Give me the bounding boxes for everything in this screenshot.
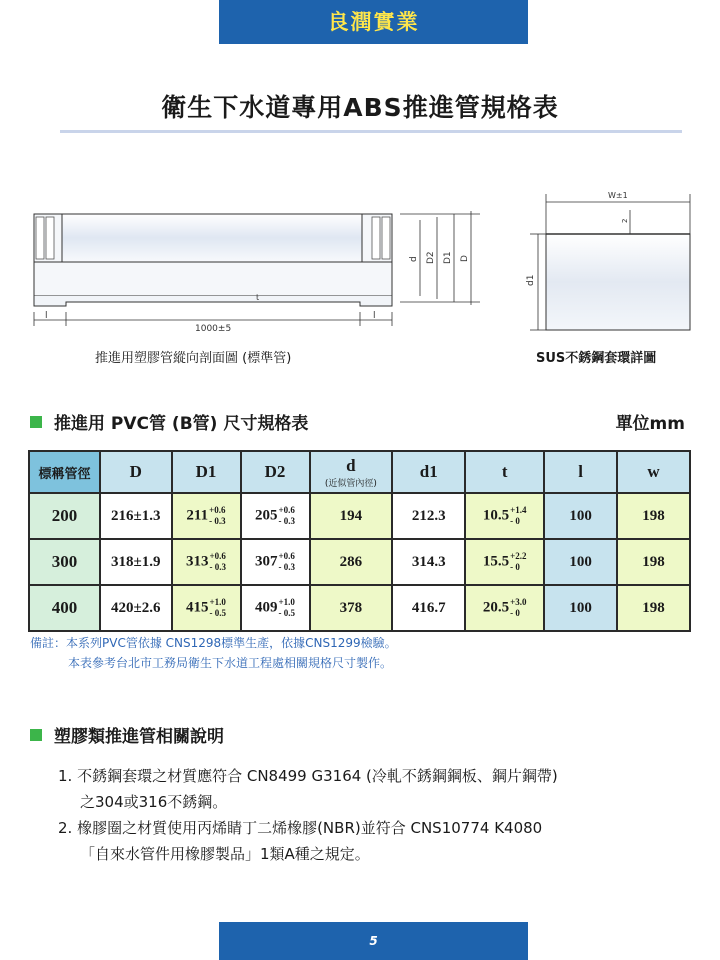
col-header-w: w — [617, 451, 690, 493]
list-item-line: 2. 橡膠圈之材質使用丙烯睛丁二烯橡膠(NBR)並符合 CNS10774 K4080 — [58, 819, 543, 837]
dim-D2: D2 — [426, 251, 436, 264]
cell-d: 194 — [310, 493, 393, 539]
cell-t: 20.5+3.0 - 0 — [465, 585, 544, 631]
dim-d: d — [409, 256, 419, 262]
cell-D2: 205+0.6 - 0.3 — [241, 493, 310, 539]
cell-D2: 307+0.6 - 0.3 — [241, 539, 310, 585]
green-bullet-icon — [30, 729, 42, 741]
col-header-d1: d1 — [392, 451, 465, 493]
t-label: t — [256, 293, 260, 302]
cell-D1: 211+0.6 - 0.3 — [172, 493, 241, 539]
list-item-line: 之304或316不銹鋼。 — [80, 793, 228, 811]
note-line-1: 備註：本系列PVC管依據 CNS1298標準生產，依據CNS1299檢驗。 — [30, 636, 397, 650]
page-number: 5 — [219, 922, 528, 960]
cell-l: 100 — [544, 585, 617, 631]
col-header-d-sub: (近似管內徑) — [324, 478, 377, 489]
spec-table — [28, 450, 691, 632]
green-bullet-icon — [30, 416, 42, 428]
cell-t: 15.5+2.2 - 0 — [465, 539, 544, 585]
section-heading-spec — [30, 409, 308, 434]
cell-d1: 416.7 — [392, 585, 465, 631]
section-heading-spec-text: 推進用 PVC管 (B管) 尺寸規格表 — [54, 414, 309, 434]
table-header-row — [29, 451, 690, 493]
cell-d: 286 — [310, 539, 393, 585]
right-diagram-caption: SUS不銹鋼套環詳圖 — [536, 351, 657, 366]
list-item-line: 1. 不銹鋼套環之材質應符合 CN8499 G3164 (冷軋不銹鋼鋼板、鋼片鋼帶) — [58, 767, 558, 785]
l-label-right: l — [373, 311, 376, 321]
cell-D: 318±1.9 — [100, 539, 172, 585]
col-header-D1: D1 — [172, 451, 241, 493]
cell-w: 198 — [617, 539, 690, 585]
table-notes — [30, 633, 397, 673]
table-row — [29, 493, 690, 539]
cell-D: 216±1.3 — [100, 493, 172, 539]
cell-D2: 409+1.0 - 0.5 — [241, 585, 310, 631]
page-title: 衛生下水道專用ABS推進管規格表 — [161, 93, 559, 122]
section-heading-desc — [30, 722, 224, 747]
col-header-l: l — [544, 451, 617, 493]
cell-D1: 415+1.0 - 0.5 — [172, 585, 241, 631]
pipe-section-drawing — [34, 211, 480, 334]
col-header-d — [310, 451, 393, 493]
col-header-size: 標稱管徑 — [29, 451, 100, 493]
pipe-diagram — [0, 180, 720, 350]
cell-w: 198 — [617, 585, 690, 631]
left-diagram-caption: 推進用塑膠管縱向剖面圖 (標準管) — [95, 351, 292, 366]
title-divider — [60, 130, 682, 133]
table-row — [29, 539, 690, 585]
length-label: 1000±5 — [195, 324, 232, 334]
col-header-t: t — [465, 451, 544, 493]
cell-size: 300 — [29, 539, 100, 585]
description-list — [58, 763, 698, 867]
cell-l: 100 — [544, 493, 617, 539]
cell-d: 378 — [310, 585, 393, 631]
list-item-line: 「自來水管件用橡膠製品」1類A種之規定。 — [80, 845, 370, 863]
d1-label: d1 — [526, 274, 536, 286]
list-item — [58, 815, 698, 867]
col-header-d-main: d — [346, 455, 356, 475]
unit-label: 單位mm — [615, 414, 685, 434]
cell-d1: 212.3 — [392, 493, 465, 539]
cell-D: 420±2.6 — [100, 585, 172, 631]
sleeve-drawing — [526, 191, 690, 330]
cell-l: 100 — [544, 539, 617, 585]
col-header-D2: D2 — [241, 451, 310, 493]
w-label: W±1 — [608, 191, 628, 200]
dim-D1: D1 — [443, 251, 453, 264]
cell-D1: 313+0.6 - 0.3 — [172, 539, 241, 585]
cell-d1: 314.3 — [392, 539, 465, 585]
list-item — [58, 763, 698, 815]
dim-D: D — [460, 255, 470, 262]
two-label: 2 — [621, 218, 629, 223]
l-label-left: l — [45, 311, 48, 321]
cell-w: 198 — [617, 493, 690, 539]
brand-banner: 良潤實業 — [219, 0, 528, 44]
cell-size: 400 — [29, 585, 100, 631]
note-line-2: 本表參考台北市工務局衛生下水道工程處相關規格尺寸製作。 — [68, 656, 393, 670]
cell-size: 200 — [29, 493, 100, 539]
section-heading-desc-text: 塑膠類推進管相關說明 — [54, 727, 224, 747]
cell-t: 10.5+1.4 - 0 — [465, 493, 544, 539]
table-row — [29, 585, 690, 631]
col-header-D: D — [100, 451, 172, 493]
